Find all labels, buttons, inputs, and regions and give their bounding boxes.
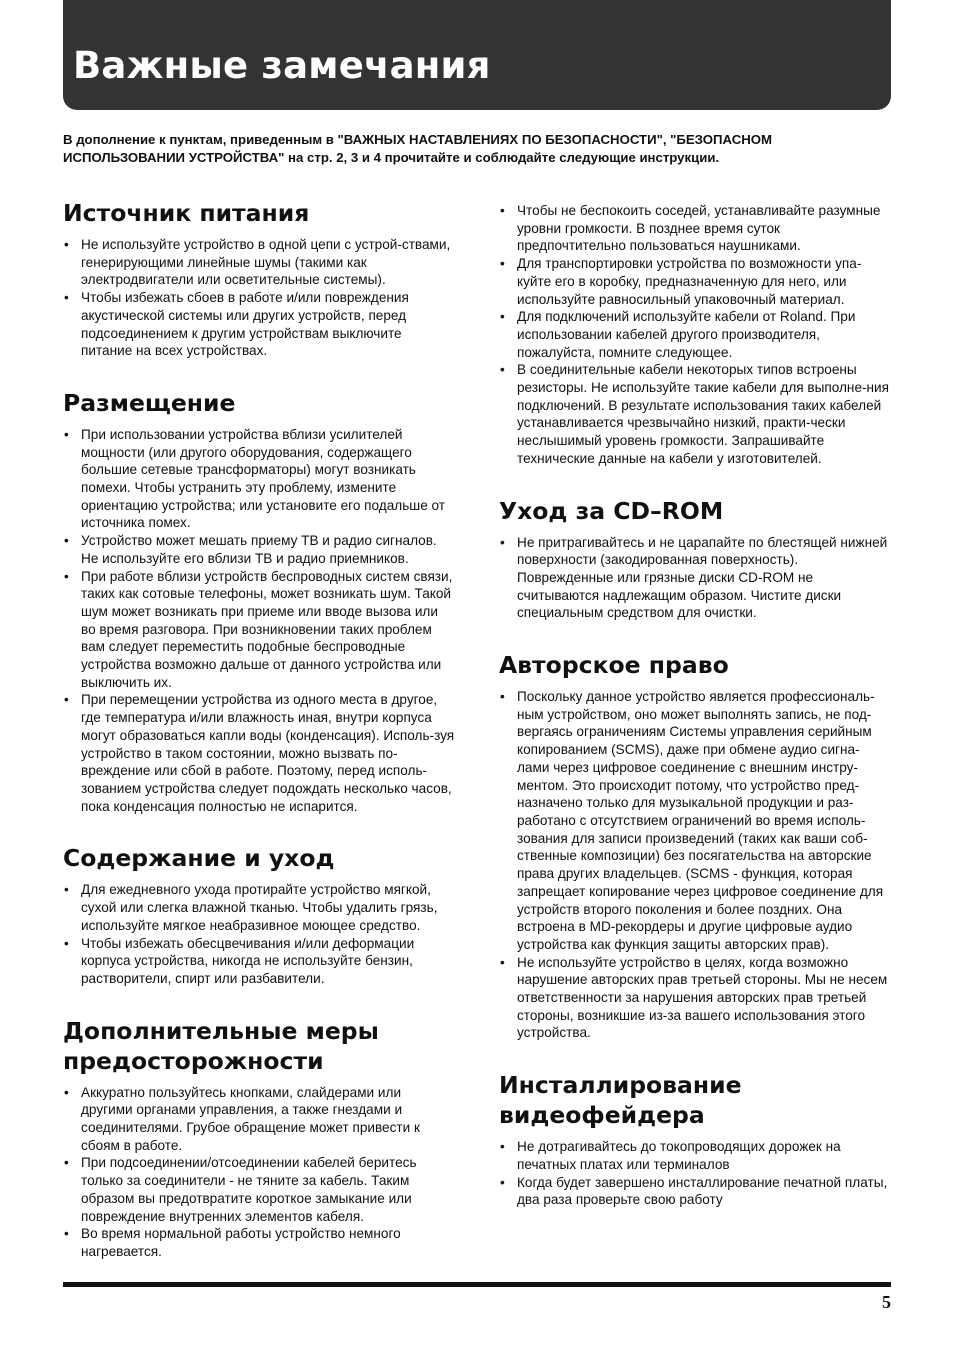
section-video-fader-install (499, 1070, 891, 1209)
section-placement (63, 388, 455, 815)
intro-paragraph: В дополнение к пунктам, приведенным в "ВАЖНЫХ НАСТАВЛЕНИЯХ ПО БЕЗОПАСНОСТИ", "БЕЗОПАСНОМ ИСПОЛЬЗОВАНИИ УСТРОЙСТВА" на стр. 2, 3 и 4 прочитайте и соблюдайте следующие инструкции. (63, 132, 772, 165)
section-heading: Авторское право (499, 651, 729, 680)
list-item: • При использовании устройства вблизи усилителей мощности (или другого оборудования, содержащего большие сетевые трансформаторы) могут возникать помехи. Чтобы устранить эту проблему, измените ориентацию устройства; или установите его подальше от источника помех. (63, 426, 455, 532)
list-item: • В соединительные кабели некоторых типов встроены резисторы. Не используйте такие кабели для выполне-ния подключений. В результате использования таких кабелей устанавливается чрезвычайно низкий, практи-чески неслышимый уровень громкости. Запрашивайте технические данные на кабели у изготовителей. (499, 361, 891, 467)
list-item: • При перемещении устройства из одного места в другое, где температура и/или влажность иная, внутри корпуса могут образоваться капли воды (конденсация). Исполь-зуя устройство в таком состоянии, можно вызвать по-вреждение или сбой в работе. Поэтому, перед исполь-зованием устройства следует подождать несколько часов, пока конденсация полностью не испарится. (63, 691, 455, 815)
list-item: • Когда будет завершено инсталлирование печатной платы, два раза проверьте свою работу (499, 1174, 891, 1209)
bullet-list-continued (499, 202, 891, 468)
section-heading: Содержание и уход (63, 844, 335, 873)
section-heading: Уход за CD–ROM (499, 496, 724, 525)
section-heading: Инсталлирование видеофейдера (499, 1071, 742, 1130)
page-title: Важные замечания (73, 44, 491, 87)
page-number: 5 (882, 1292, 891, 1312)
bullet-list (63, 881, 455, 987)
bullet-list (63, 236, 455, 360)
list-item: • Поскольку данное устройство является профессиональ-ным устройством, оно может выполнять запись, не под-вергаясь ограничениям Системы управления серийным копированием (SCMS), даже при обмене аудио сигна-лами через цифровое соединение с внешним инстру-ментом. Это происходит потому, что устройство пред-назначено только для музыкальной продукции и раз-работано с отсутствием ограничений во время исполь-зования для записи произведений (таких как ваши соб-ственные композиции) без посягательства на авторские права других владельцев. (SCMS - функция, которая запрещает копирование через цифровое соединение для устройств второго поколения и более поздних. Она встроена в MD-рекордеры и другие цифровые аудио устройства как функция защиты авторских прав). (499, 688, 891, 954)
section-heading: Источник питания (63, 199, 310, 227)
section-cdrom-care (499, 496, 891, 623)
list-item: • Не используйте устройство в одной цепи с устрой-ствами, генерирующими линейные шумы (такими как электродвигатели или осветительные системы). (63, 236, 455, 289)
bullet-list (63, 1084, 455, 1261)
section-copyright (499, 650, 891, 1042)
footer-rule (63, 1282, 891, 1287)
list-item: • Не используйте устройство в целях, когда возможно нарушение авторских прав третьей стороны. Мы не несем ответственности за нарушения авторских прав третьей стороны, возникшие из-за вашего использования этого устройства. (499, 954, 891, 1043)
list-item: • Устройство может мешать приему ТВ и радио сигналов. Не используйте его вблизи ТВ и радио приемников. (63, 532, 455, 567)
list-item: • Для транспортировки устройства по возможности упа-куйте его в коробку, предназначенную для него, или используйте равносильный упаковочный материал. (499, 255, 891, 308)
title-banner (63, 0, 891, 110)
bullet-list (499, 1138, 891, 1209)
list-item: • Во время нормальной работы устройство немного нагревается. (63, 1225, 455, 1260)
section-heading: Размещение (63, 388, 236, 417)
section-additional-precautions (63, 1016, 455, 1261)
left-column (63, 198, 455, 1261)
list-item: • Чтобы избежать обесцвечивания и/или деформации корпуса устройства, никогда не используйте бензин, растворители, спирт или разбавители. (63, 935, 455, 988)
list-item: • Не дотрагивайтесь до токопроводящих дорожек на печатных платах или терминалов (499, 1138, 891, 1173)
list-item: • При подсоединении/отсоединении кабелей беритесь только за соединители - не тяните за кабель. Таким образом вы предотвратите короткое замыкание или повреждение внутренних элементов кабеля. (63, 1154, 455, 1225)
right-column (499, 202, 891, 1209)
section-maintenance (63, 843, 455, 987)
bullet-list (63, 426, 455, 815)
section-power (63, 198, 455, 360)
bullet-list (499, 534, 891, 623)
list-item: • Не притрагивайтесь и не царапайте по блестящей нижней поверхности (закодированная поверхность). Поврежденные или грязные диски CD-ROM не считываются надлежащим образом. Чистите диски специальным средством для очистки. (499, 534, 891, 623)
list-item: • Чтобы избежать сбоев в работе и/или повреждения акустической системы или других устройств, перед подсоединением к другим устройствам выключите питание на всех устройствах. (63, 289, 455, 360)
list-item: • Для подключений используйте кабели от Roland. При использовании кабелей другого производителя, пожалуйста, помните следующее. (499, 308, 891, 361)
list-item: • Чтобы не беспокоить соседей, устанавливайте разумные уровни громкости. В позднее время суток предпочтительно пользоваться наушниками. (499, 202, 891, 255)
section-heading: Дополнительные меры предосторожности (63, 1016, 379, 1075)
list-item: • При работе вблизи устройств беспроводных систем связи, таких как сотовые телефоны, может возникать шум. Такой шум может возникать при приеме или вводе вызова или во время разговора. При возникновении таких проблем вам следует переместить подобные беспроводные устройства возможно дальше от данного устройства или выключить их. (63, 568, 455, 692)
bullet-list (499, 688, 891, 1042)
list-item: • Для ежедневного ухода протирайте устройство мягкой, сухой или слегка влажной тканью. Чтобы удалить грязь, используйте мягкое неабразивное моющее средство. (63, 881, 455, 934)
list-item: • Аккуратно пользуйтесь кнопками, слайдерами или другими органами управления, а также гнездами и соединителями. Грубое обращение может привести к сбоям в работе. (63, 1084, 455, 1155)
